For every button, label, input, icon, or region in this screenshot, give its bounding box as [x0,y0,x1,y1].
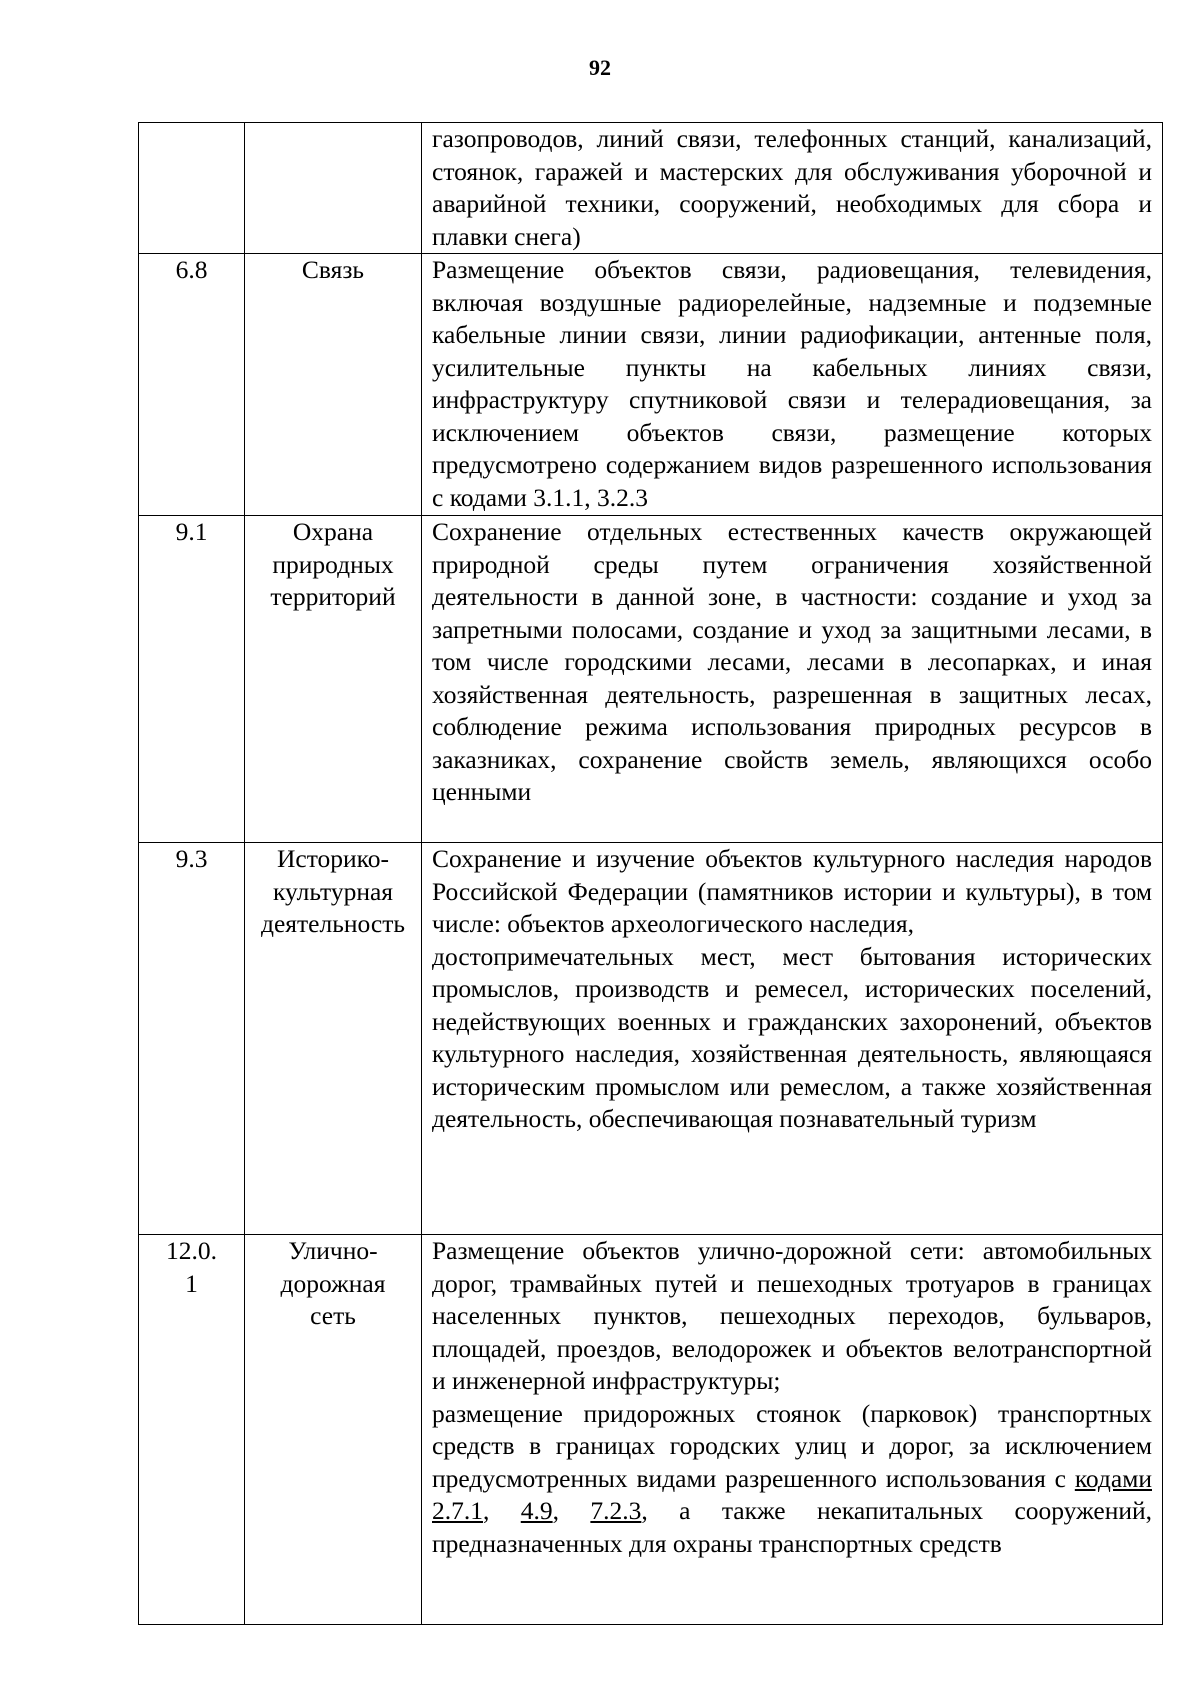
description-cell [422,843,1163,1235]
name-line: сеть [310,1301,356,1330]
code-line: 1 [185,1268,198,1298]
code-link-2-7-1[interactable]: кодами 2.7.1 [432,1463,1152,1525]
page-number: 92 [589,55,611,80]
name-line: культурная [272,876,394,906]
separator: , [483,1496,521,1525]
paragraph-text: размещение придорожных стоянок (парковок) транспортных средств в границах городских улиц и дорог, за исключением предусмотренных видами разрешенного использования с [432,1398,1152,1493]
description-paragraph: газопроводов, линий связи, телефонных станций, канализаций, стоянок, гаражей и мастерских для обслуживания уборочной и аварийной техники, сооружений, необходимых для сбора и плавки снега) [432,124,1152,251]
description-cell [422,516,1163,843]
code-cell: 9.1 [139,516,245,843]
name-line: Охрана [292,517,374,546]
description-paragraph: Размещение объектов улично-дорожной сети: автомобильных дорог, трамвайных путей и пешеходных тротуаров в границах населенных пунктов, пешеходных переходов, бульваров, площадей, проездов, велодорожек и объектов велотранспортной и инженерной инфраструктуры; [432,1236,1152,1395]
name-cell [245,843,422,1235]
table-row [139,123,1163,254]
description-cell [422,254,1163,516]
name-line: Улично- [288,1236,378,1265]
description-cell [422,123,1163,254]
code-link-7-2-3[interactable]: 7.2.3 [590,1496,642,1525]
name-cell [245,254,422,516]
table-row [139,254,1163,516]
table-row [139,1235,1163,1625]
name-cell [245,1235,422,1625]
code-cell [139,1235,245,1625]
description-paragraph [432,1398,1152,1561]
description-paragraph: достопримечательных мест, мест бытования исторических промыслов, производств и ремесел, исторических поселений, недействующих военных и гражданских захоронений, объектов культурного наследия, хозяйственная деятельность, являющаяся историческим промыслом или ремеслом, а также хозяйственная деятельность, обеспечивающая познавательный туризм [432,941,1152,1133]
name-line: Связь [301,255,365,284]
description-paragraph: Сохранение и изучение объектов культурного наследия народов Российской Федерации (памятников истории и культуры), в том числе: объектов археологического наследия, [432,844,1152,938]
table-row [139,516,1163,843]
code-cell [139,123,245,254]
name-cell [245,516,422,843]
code-link-4-9[interactable]: 4.9 [520,1496,553,1525]
description-paragraph: Размещение объектов связи, радиовещания, телевидения, включая воздушные радиорелейные, надземные и подземные кабельные линии связи, линии радиофикации, антенные поля, усилительные пункты на кабельных линиях связи, инфраструктуру спутниковой связи и телерадиовещания, за исключением объектов связи, размещение которых предусмотрено содержанием видов разрешенного использования с кодами 3.1.1, 3.2.3 [432,255,1152,512]
code-cell: 9.3 [139,843,245,1235]
name-line: Историко- [276,844,390,873]
name-line: территорий [270,582,396,611]
name-cell [245,123,422,254]
land-use-table [138,122,1163,1625]
separator: , [552,1496,591,1525]
paragraph-text: , а также некапитальных сооружений, предназначенных для охраны транспортных средств [432,1496,1153,1558]
name-line: дорожная [280,1268,386,1298]
code-cell: 6.8 [139,254,245,516]
description-paragraph: Сохранение отдельных естественных качеств окружающей природной среды путем ограничения хозяйственной деятельности в данной зоне, в частности: создание и уход за запретными полосами, создание и уход за защитными лесами, в том числе городскими лесами, лесами в лесопарках, и иная хозяйственная деятельность, разрешенная в защитных лесах, соблюдение режима использования природных ресурсов в заказниках, сохранение свойств земель, являющихся особо ценными [432,517,1152,806]
description-cell [422,1235,1163,1625]
name-line: природных [272,549,394,579]
table-row [139,843,1163,1235]
code-line: 12.0. [166,1236,217,1265]
name-line: деятельность [261,909,405,938]
